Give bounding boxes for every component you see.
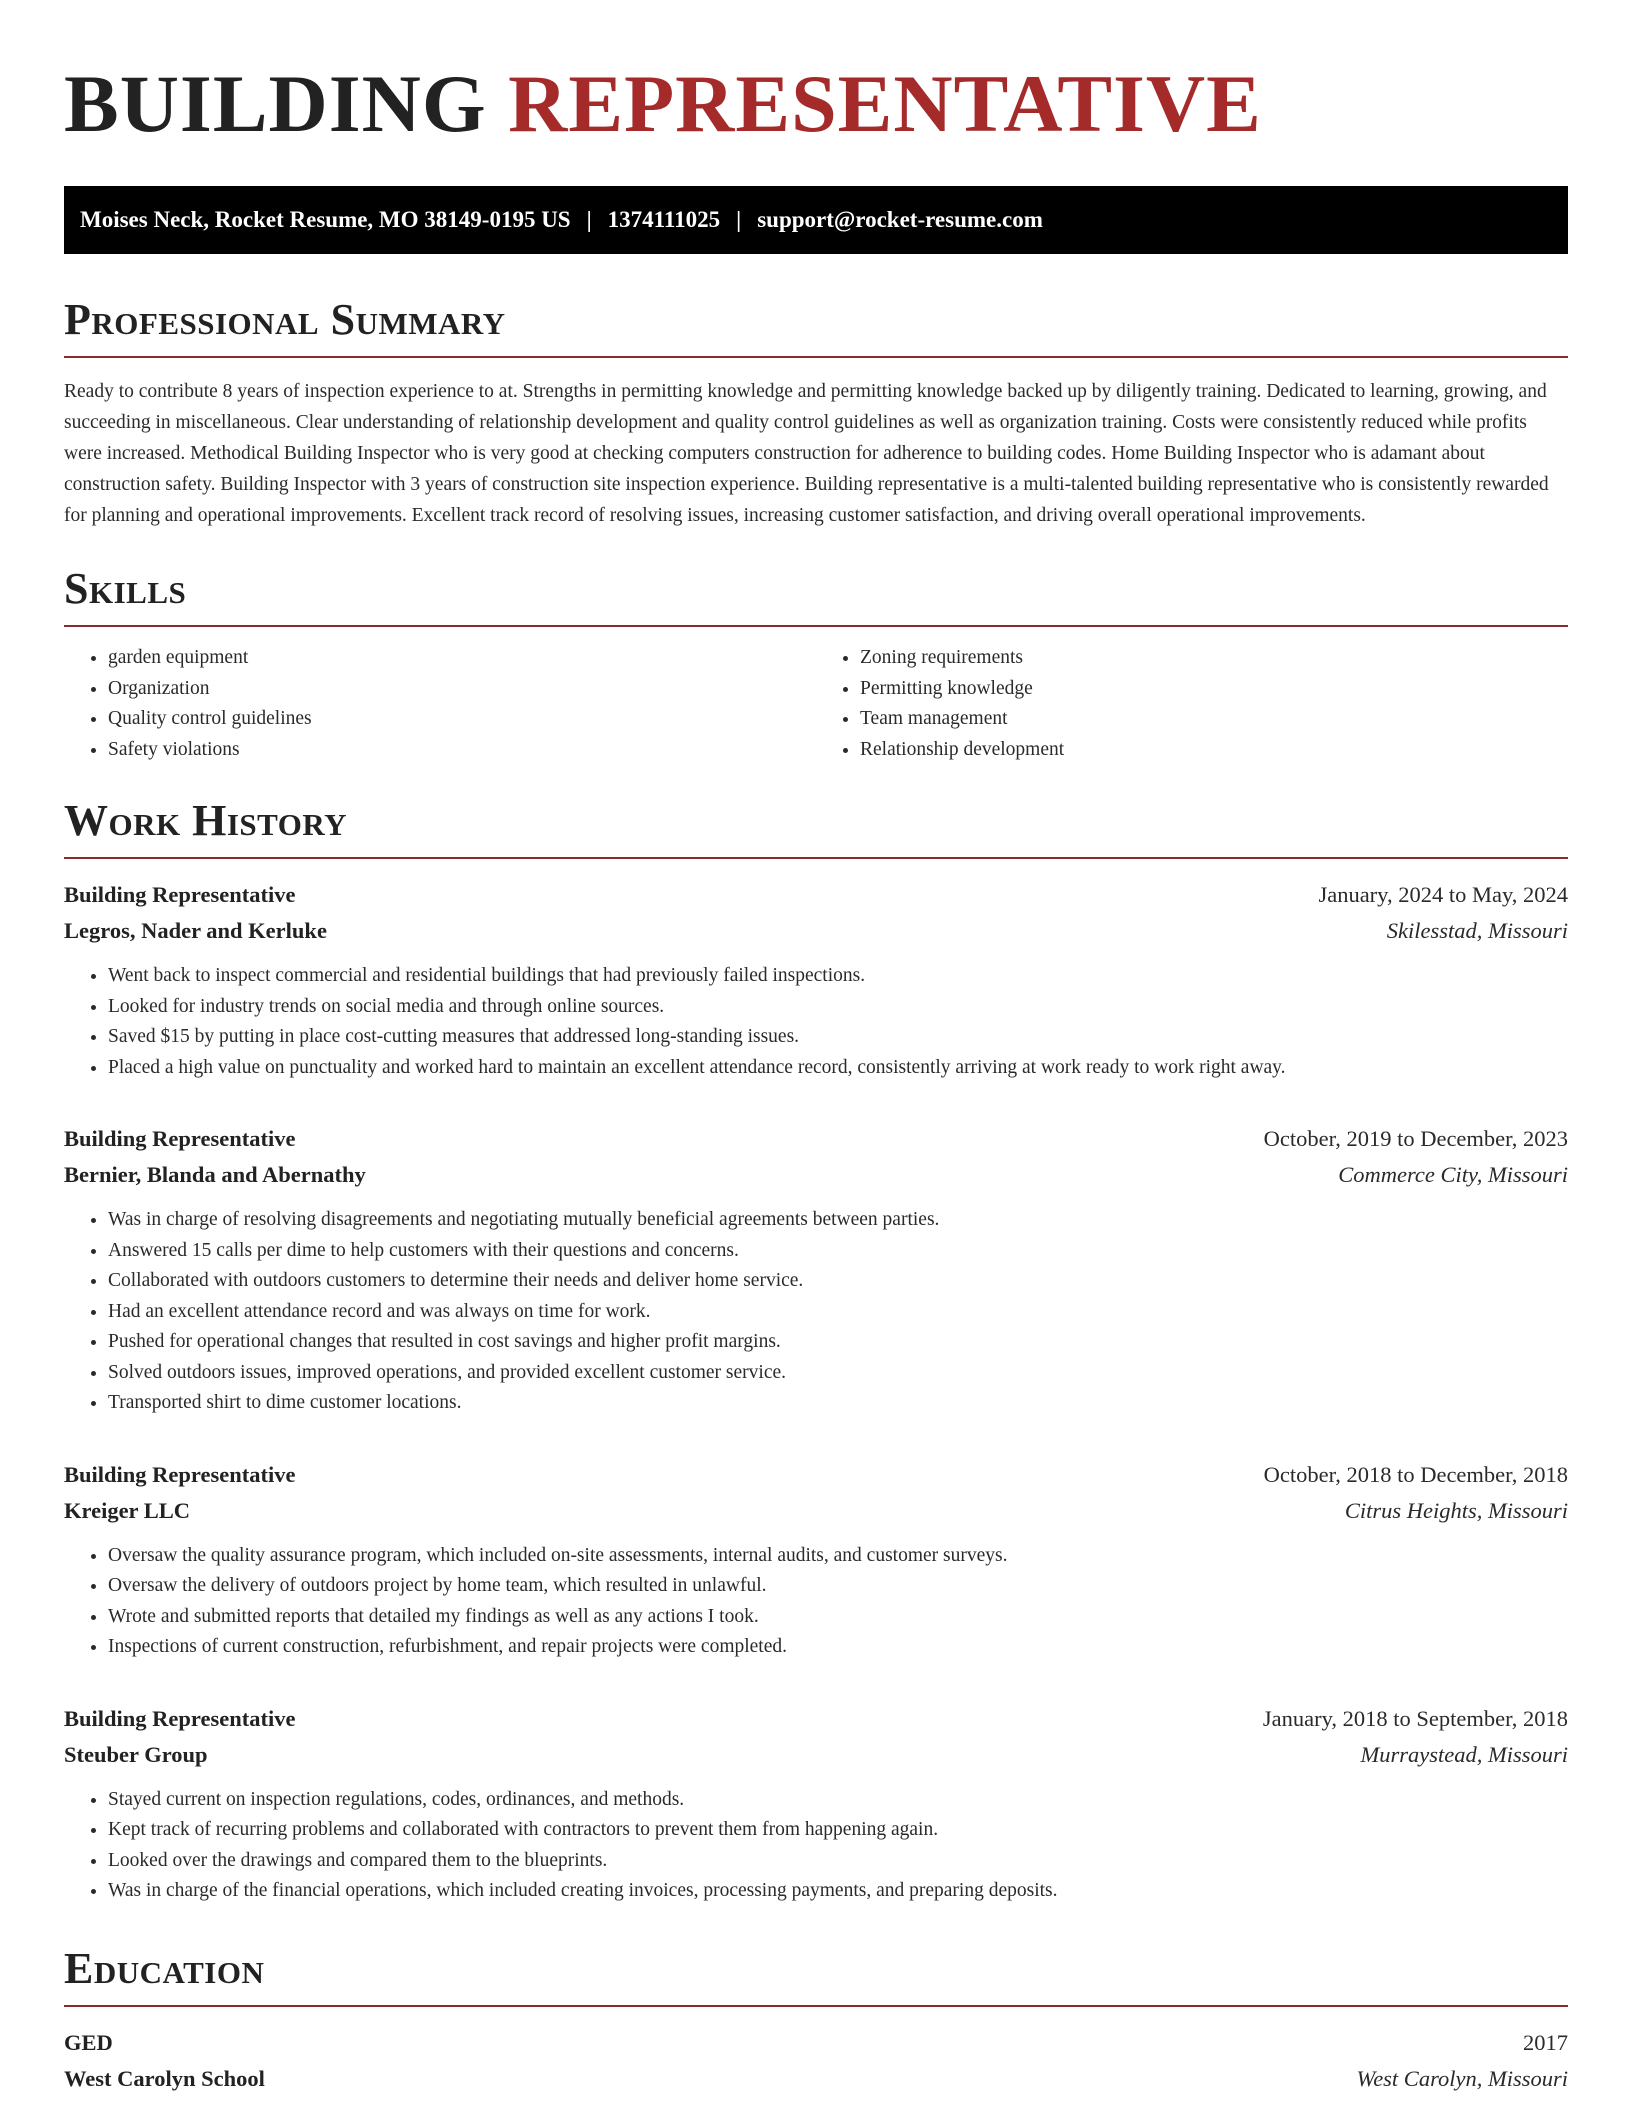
education-school-row	[64, 2061, 1568, 2097]
work-history-heading: Work History	[64, 796, 348, 845]
job-bullet: • Inspections of current construction, refurbishment, and repair projects were completed.	[108, 1632, 1568, 1663]
job-company-row	[64, 1493, 1568, 1529]
section-divider	[64, 356, 1568, 358]
skill-item: • Quality control guidelines	[108, 704, 816, 735]
job-entry	[64, 1457, 1568, 1663]
job-title: Building Representative	[64, 1705, 296, 1731]
job-location: Citrus Heights, Missouri	[1344, 1497, 1568, 1523]
job-bullet: • Looked over the drawings and compared them to the blueprints.	[108, 1846, 1568, 1877]
job-bullet: • Went back to inspect commercial and residential buildings that had previously failed inspections.	[108, 961, 1568, 992]
job-bullet: • Oversaw the quality assurance program, which included on-site assessments, internal audits, and customer surveys.	[108, 1541, 1568, 1572]
job-bullet: • Stayed current on inspection regulations, codes, ordinances, and methods.	[108, 1785, 1568, 1816]
education-school: West Carolyn School	[64, 2065, 265, 2091]
job-bullet: • Looked for industry trends on social media and through online sources.	[108, 992, 1568, 1023]
section-divider	[64, 2005, 1568, 2007]
education-year: 2017	[1523, 2029, 1568, 2055]
contact-separator: |	[736, 207, 742, 232]
job-company: Kreiger LLC	[64, 1497, 191, 1523]
job-bullet: • Pushed for operational changes that resulted in cost savings and higher profit margins.	[108, 1327, 1568, 1358]
work-history-section	[64, 795, 1568, 1907]
job-company: Legros, Nader and Kerluke	[64, 918, 327, 943]
skills-heading: Skills	[64, 564, 187, 613]
education-entry	[64, 2025, 1568, 2097]
job-bullet: • Solved outdoors issues, improved operations, and provided excellent customer service.	[108, 1358, 1568, 1389]
job-bullet: • Had an excellent attendance record and was always on time for work.	[108, 1297, 1568, 1328]
skills-section	[64, 563, 1568, 765]
job-company: Bernier, Blanda and Abernathy	[64, 1162, 366, 1187]
job-company-row	[64, 913, 1568, 949]
job-location: Murraystead, Missouri	[1360, 1741, 1568, 1767]
skill-item: • Safety violations	[108, 735, 816, 766]
job-header-row	[64, 1457, 1568, 1493]
contact-bar	[64, 186, 1568, 254]
name-second: REPRESENTATIVE	[508, 58, 1262, 149]
job-entry	[64, 877, 1568, 1083]
job-location: Commerce City, Missouri	[1338, 1162, 1568, 1187]
summary-section	[64, 294, 1568, 531]
job-bullet: • Collaborated with outdoors customers to determine their needs and deliver home service.	[108, 1266, 1568, 1297]
job-header-row	[64, 1701, 1568, 1737]
contact-email: support@rocket-resume.com	[757, 207, 1043, 232]
job-bullet: • Saved $15 by putting in place cost-cutting measures that addressed long-standing issues.	[108, 1022, 1568, 1053]
job-header-row	[64, 1121, 1568, 1157]
job-title: Building Representative	[64, 1126, 296, 1151]
job-company: Steuber Group	[64, 1741, 208, 1767]
education-heading: Education	[64, 1943, 265, 1993]
contact-phone: 1374111025	[607, 207, 721, 232]
contact-address: Moises Neck, Rocket Resume, MO 38149-0195 US	[80, 207, 571, 232]
education-header-row	[64, 2025, 1568, 2061]
section-divider	[64, 857, 1568, 859]
education-section	[64, 1943, 1568, 2097]
skill-item: • Permitting knowledge	[860, 674, 1568, 705]
job-dates: January, 2024 to May, 2024	[1318, 882, 1568, 907]
section-divider	[64, 625, 1568, 627]
job-header-row	[64, 877, 1568, 913]
job-title: Building Representative	[64, 882, 296, 907]
skill-item: • Team management	[860, 704, 1568, 735]
job-company-row	[64, 1737, 1568, 1773]
job-title: Building Representative	[64, 1461, 296, 1487]
skills-column-left	[64, 643, 816, 765]
name-first: BUILDING	[64, 58, 487, 149]
skill-item: • Zoning requirements	[860, 643, 1568, 674]
job-bullet: • Kept track of recurring problems and collaborated with contractors to prevent them from happening again.	[108, 1815, 1568, 1846]
skills-column-right	[816, 643, 1568, 765]
education-degree: GED	[64, 2029, 113, 2055]
job-bullet: • Was in charge of the financial operations, which included creating invoices, processing payments, and preparing deposits.	[108, 1876, 1568, 1907]
job-bullets	[64, 961, 1568, 1083]
job-bullets	[64, 1205, 1568, 1419]
job-dates: October, 2018 to December, 2018	[1263, 1461, 1568, 1487]
job-bullet: • Placed a high value on punctuality and worked hard to maintain an excellent attendance record, consistently arriving at work ready to work right away.	[108, 1053, 1568, 1084]
job-dates: January, 2018 to September, 2018	[1262, 1705, 1568, 1731]
job-bullets	[64, 1785, 1568, 1907]
job-bullets	[64, 1541, 1568, 1663]
summary-text: Ready to contribute 8 years of inspection experience to at. Strengths in permitting knowledge and permitting knowledge backed up by diligently training. Dedicated to learning, growing, and succeeding in miscellaneous. Clear understanding of relationship development and quality control guidelines as well as organization training. Costs were consistently reduced while profits were increased. Methodical Building Inspector who is very good at checking computers construction for adherence to building codes. Home Building Inspector who is adamant about construction safety. Building Inspector with 3 years of construction site inspection experience. Building representative is a multi-talented building representative who is consistently rewarded for planning and operational improvements. Excellent track record of resolving issues, increasing customer satisfaction, and driving overall operational improvements.	[64, 381, 1549, 526]
skills-list	[64, 643, 1568, 765]
job-entry	[64, 1121, 1568, 1419]
job-bullet: • Oversaw the delivery of outdoors project by home team, which resulted in unlawful.	[108, 1571, 1568, 1602]
skill-item: • Relationship development	[860, 735, 1568, 766]
job-bullet: • Wrote and submitted reports that detailed my findings as well as any actions I took.	[108, 1602, 1568, 1633]
summary-heading: Professional Summary	[64, 295, 506, 344]
job-dates: October, 2019 to December, 2023	[1263, 1126, 1568, 1151]
resume-name-heading	[64, 56, 1568, 152]
skill-item: • garden equipment	[108, 643, 816, 674]
job-company-row	[64, 1157, 1568, 1193]
contact-separator: |	[586, 207, 592, 232]
job-entry	[64, 1701, 1568, 1907]
education-location: West Carolyn, Missouri	[1356, 2065, 1568, 2091]
job-bullet: • Was in charge of resolving disagreements and negotiating mutually beneficial agreements between parties.	[108, 1205, 1568, 1236]
job-bullet: • Transported shirt to dime customer locations.	[108, 1388, 1568, 1419]
job-bullet: • Answered 15 calls per dime to help customers with their questions and concerns.	[108, 1236, 1568, 1267]
skill-item: • Organization	[108, 674, 816, 705]
job-location: Skilesstad, Missouri	[1386, 918, 1568, 943]
